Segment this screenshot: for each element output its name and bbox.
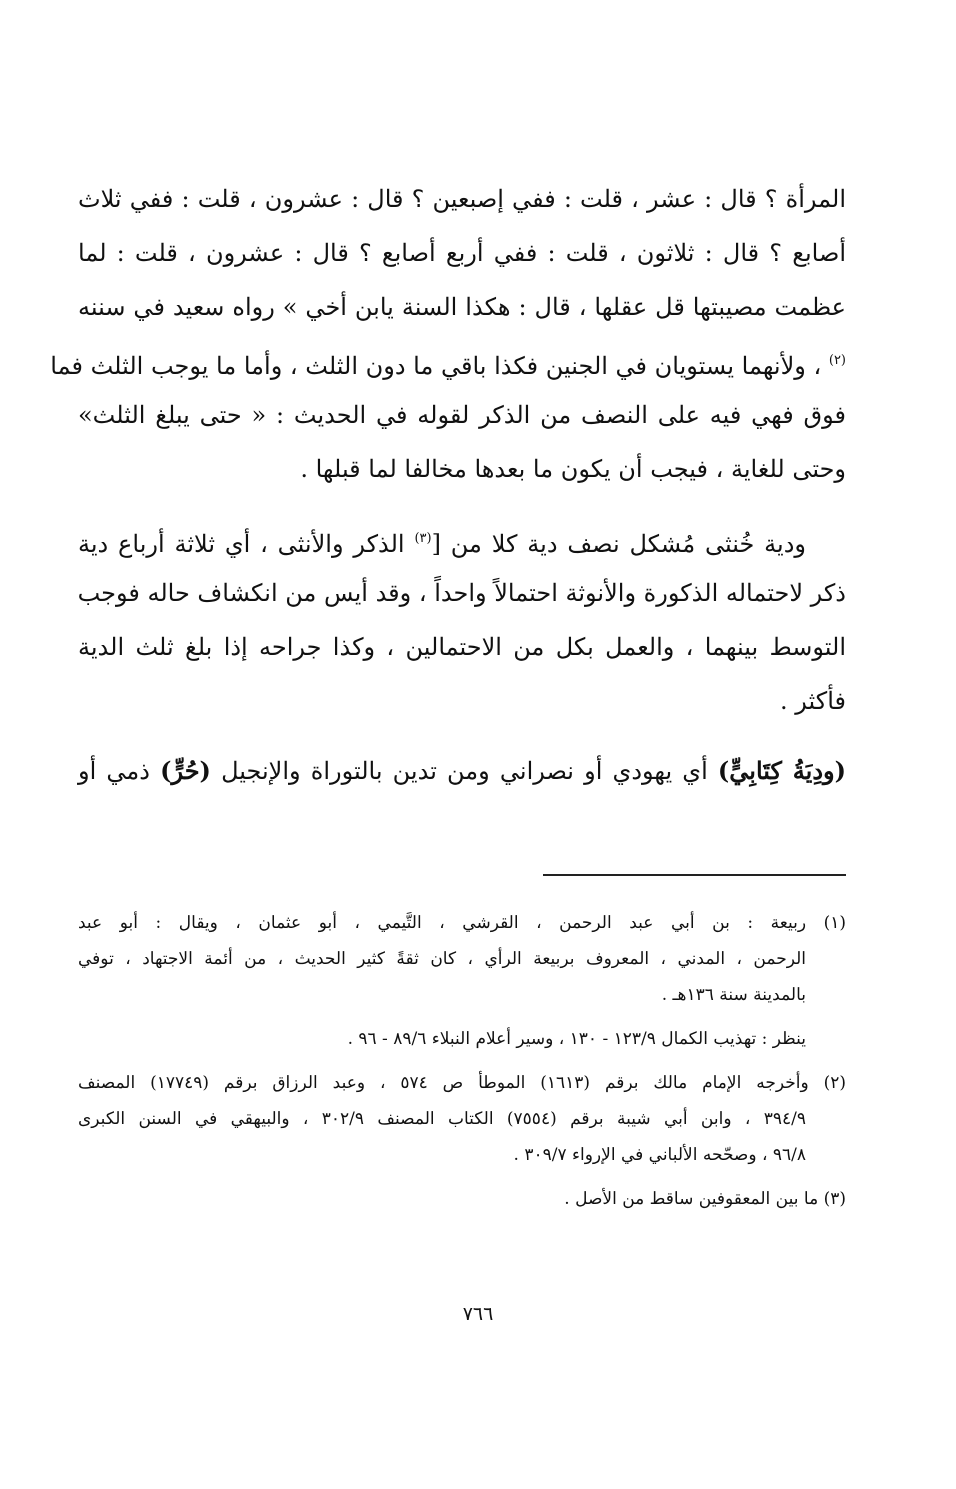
text-line: عظمت مصيبتها قل عقلها ، قال : هكذا السنة يابن أخي » رواه سعيد في سننه [78, 293, 846, 321]
footnotes-block [78, 912, 846, 1224]
footnote-line: بالمدينة سنة ١٣٦هـ . [661, 985, 806, 1005]
footnote-line: (٣) ما بين المعقوفين ساقط من الأصل . [564, 1189, 846, 1209]
text-segment: ودية خُنثى مُشكل نصف دية كلا من [ [431, 530, 806, 558]
text-line [78, 524, 846, 578]
footnote-marker-2: (٢) [828, 353, 846, 368]
text-segment: الذكر والأنثى ، أي ثلاثة أرباع دية [78, 530, 405, 558]
text-segment: أي يهودي أو نصراني ومن تدين بالتوراة والإنجيل [221, 757, 708, 785]
matn-term: (ودِيَةُ كِتَابِيٍّ) [717, 756, 846, 785]
footnote-marker-3: (٣) [414, 531, 432, 546]
text-segment: ذمي أو [78, 757, 150, 785]
footnote-line: ينظر : تهذيب الكمال ١٢٣/٩ - ١٣٠ ، وسير أعلام النبلاء ٨٩/٦ - ٩٦ . [347, 1029, 806, 1049]
matn-term: (حُرٍّ) [160, 756, 211, 785]
footnote-line: الرحمن ، المدني ، المعروف بربيعة الرأي ، كان ثقةً كثير الحديث ، من أئمة الاجتهاد ، توفي [78, 949, 806, 969]
text-line: وحتى للغاية ، فيجب أن يكون ما بعدها مخالفا لما قبلها . [300, 455, 846, 483]
text-line: المرأة ؟ قال : عشر ، قلت : ففي إصبعين ؟ قال : عشرون ، قلت : ففي ثلاث [78, 185, 846, 213]
footnote-line: (٢) وأخرجه الإمام مالك برقم (١٦١٣) الموطأ ص ٥٧٤ ، وعبد الرزاق برقم (١٧٧٤٩) المصنف [78, 1073, 846, 1093]
footnote-line: ٩٦/٨ ، وصحّحه الألباني في الإرواء ٣٠٩/٧ . [513, 1145, 806, 1165]
main-text-block [50, 184, 846, 810]
text-line: ذكر لاحتماله الذكورة والأنوثة احتمالاً واحداً ، وقد أيس من انكشاف حاله فوجب [77, 579, 846, 607]
text-line: أصابع ؟ قال : ثلاثون ، قلت : ففي أربع أصابع ؟ قال : عشرون ، قلت : لما [78, 239, 846, 267]
text-line [50, 346, 846, 400]
footnote-line: ٣٩٤/٩ ، وابن أبي شيبة برقم (٧٥٥٤) الكتاب المصنف ٣٠٢/٩ ، والبيهقي في السنن الكبرى [78, 1109, 806, 1129]
text-line: التوسط بينهما ، والعمل بكل من الاحتمالين ، وكذا جراحه إذا بلغ ثلث الدية [78, 633, 846, 661]
text-segment: ، ولأنهما يستويان في الجنين فكذا باقي ما دون الثلث ، وأما ما يوجب الثلث فما [50, 352, 822, 380]
text-line: فوق فهي فيه على النصف من الذكر لقوله في الحديث : « حتى يبلغ الثلث» [78, 401, 846, 429]
footnote-line: (١) ربيعة : بن أبي عبد الرحمن ، القرشي ، التَّيمي ، أبو عثمان ، ويقال : أبو عبد [78, 913, 846, 933]
text-line: فأكثر . [780, 687, 846, 715]
text-line [78, 756, 846, 810]
footnote-divider [543, 874, 846, 876]
page-number: ٧٦٦ [462, 1303, 494, 1325]
